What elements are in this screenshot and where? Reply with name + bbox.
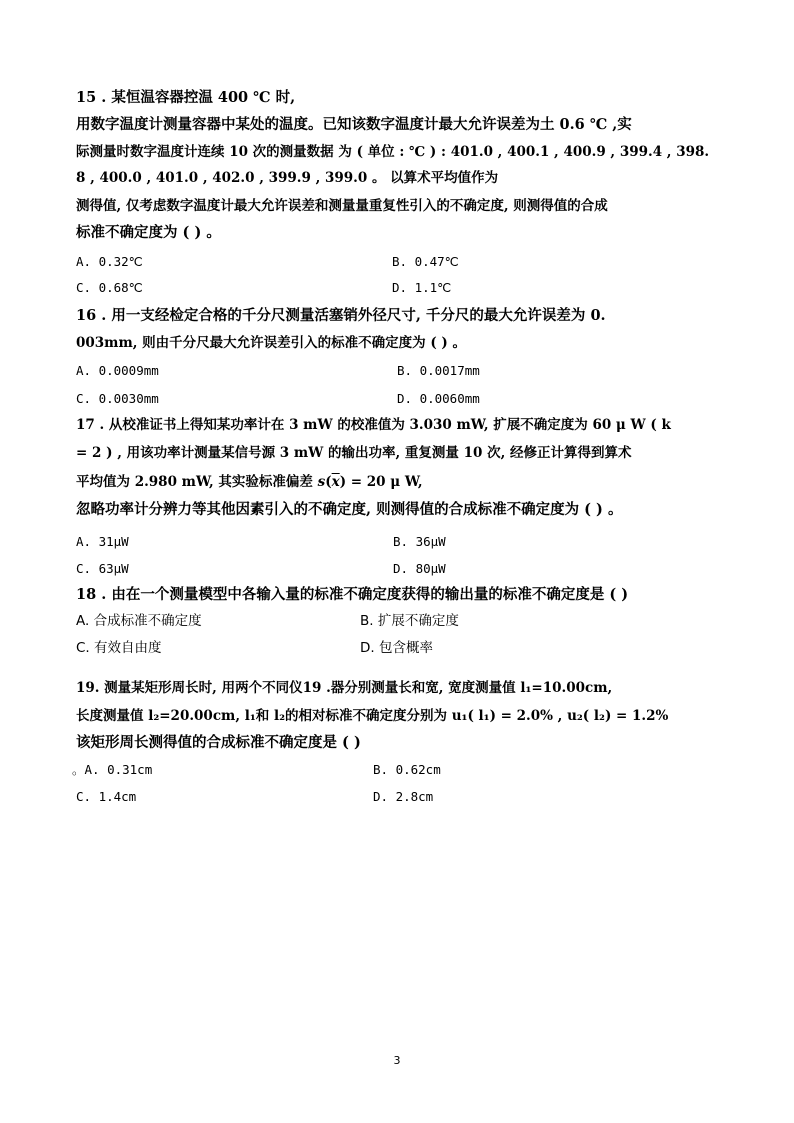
q17-line-4: 忽略功率计分辨力等其他因素引入的不确定度, 则测得值的合成标准不确定度为 ( ) 。	[76, 501, 623, 518]
q18-option-d: D. 包含概率	[360, 640, 433, 656]
q15-line-2: 用数字温度计测量容器中某处的温度。已知该数字温度计最大允许误差为土 0.6 ℃ ,实	[76, 116, 632, 133]
q19-option-c: C. 1.4cm	[76, 789, 137, 804]
q17-line-1: 17 . 从校准证书上得知某功率计在 3 mW 的校准值为 3.030 mW, 扩展不确定度为 60 μ W ( k	[76, 417, 671, 433]
q16-line-2: 003mm, 则由千分尺最大允许误差引入的标准不确定度为 ( ) 。	[76, 335, 467, 351]
q18-option-b: B. 扩展不确定度	[360, 613, 459, 629]
q15-option-a: A. 0.32℃	[76, 254, 143, 269]
page-number: 3	[393, 1054, 401, 1067]
q17-option-a: A. 31μW	[76, 534, 129, 549]
q17-line-3-prefix: 平均值为 2.980 mW, 其实验标准偏差	[76, 474, 318, 490]
q19-line-3: 该矩形周长测得值的合成标准不确定度是 ( )	[76, 734, 361, 751]
q15-option-b: B. 0.47℃	[392, 254, 459, 269]
q18-option-c: C. 有效自由度	[76, 640, 162, 656]
q17-option-d: D. 80μW	[393, 561, 446, 576]
q17-line-3-suffix: = 20 μ W,	[346, 474, 423, 490]
q17-option-b: B. 36μW	[393, 534, 446, 549]
q16-option-d: D. 0.0060mm	[397, 391, 480, 406]
q19-line-1: 19. 测量某矩形周长时, 用两个不同仪19 .器分别测量长和宽, 宽度测量值 l₁=10.00cm,	[76, 680, 613, 696]
mean-x-symbol: $\overline{x}$	[331, 474, 340, 490]
q18-option-a: A. 合成标准不确定度	[76, 613, 202, 629]
q19-option-d: D. 2.8cm	[373, 789, 434, 804]
std-dev-symbol: s	[317, 474, 326, 490]
q16-option-a: A. 0.0009mm	[76, 363, 159, 378]
q17-line-2: = 2 ) , 用该功率计测量某信号源 3 mW 的输出功率, 重复测量 10 次, 经修正计算得到算术	[76, 445, 632, 461]
q15-option-c: C. 0.68℃	[76, 280, 143, 295]
q15-line-4: 8 , 400.0 , 401.0 , 402.0 , 399.9 , 399.0 。 以算术平均值作为	[76, 170, 499, 186]
q19-line-2: 长度测量值 l₂=20.00cm, l₁和 l₂的相对标准不确定度分别为 u₁( l₁) = 2.0% , u₂( l₂) = 1.2%	[76, 708, 669, 724]
q16-line-1: 16 . 用一支经检定合格的千分尺测量活塞销外径尺寸, 千分尺的最大允许误差为 0.	[76, 307, 606, 324]
q19-option-b: B. 0.62cm	[373, 762, 441, 777]
q17-line-3: 平均值为 2.980 mW, 其实验标准偏差 $s(\overline{x}) = 20$ μ W,	[76, 474, 423, 490]
q16-option-c: C. 0.0030mm	[76, 391, 159, 406]
q15-line-3: 际测量时数字温度计连续 10 次的测量数据 为 ( 单位 : ℃ ) : 401.0 , 400.1 , 400.9 , 399.4 , 398.	[76, 144, 710, 160]
q15-line-5: 测得值, 仅考虑数字温度计最大允许误差和测量量重复性引入的不确定度, 则测得值的合成	[76, 198, 608, 214]
q16-option-b: B. 0.0017mm	[397, 363, 480, 378]
q17-option-c: C. 63μW	[76, 561, 129, 576]
q15-line-6: 标准不确定度为 ( ) 。	[76, 224, 221, 241]
q18-line-1: 18 . 由在一个测量模型中各输入量的标准不确定度获得的输出量的标准不确定度是 ( )	[76, 586, 629, 603]
q19-option-a: 。A. 0.31cm	[72, 762, 153, 777]
q15-option-d: D. 1.1℃	[392, 280, 452, 295]
q15-line-1: 15 . 某恒温容器控温 400 ℃ 时,	[76, 89, 296, 106]
